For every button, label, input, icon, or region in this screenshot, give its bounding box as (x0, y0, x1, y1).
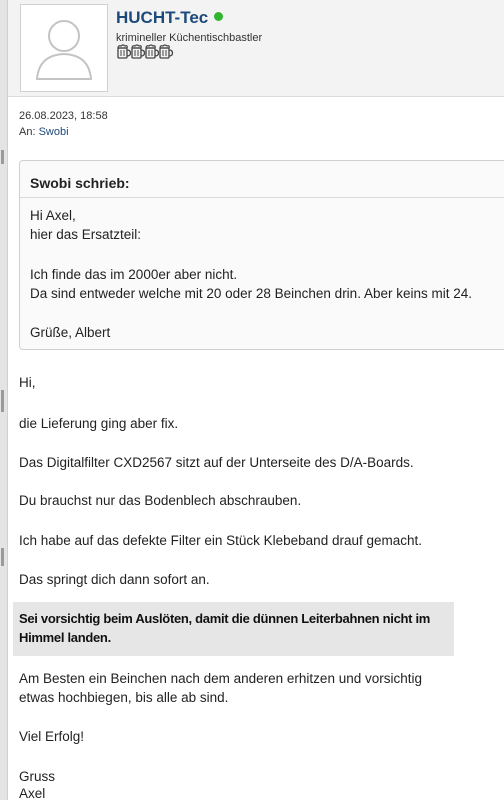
quote-line: Ich finde das im 2000er aber nicht. (30, 267, 238, 282)
message-paragraph: Das springt dich dann sofort an. (19, 572, 210, 587)
quote-line: Hi Axel, (30, 208, 76, 223)
message-signature: Axel (19, 786, 46, 801)
online-status-icon (214, 12, 223, 21)
message-paragraph: Am Besten ein Beinchen nach dem anderen erhitzen und vorsichtig (19, 671, 422, 686)
message-paragraph: Du brauchst nur das Bodenblech abschrauben. (19, 493, 302, 508)
left-scroll-strip (0, 0, 8, 800)
message-greeting: Hi, (19, 375, 36, 390)
message-paragraph: die Lieferung ging aber fix. (19, 416, 179, 431)
message-header (8, 0, 504, 97)
message-paragraph: Ich habe auf das defekte Filter ein Stück Klebeband drauf gemacht. (19, 533, 423, 548)
user-rank (115, 44, 175, 65)
recipient-label: An: (19, 126, 36, 138)
quote-line: hier das Ersatzteil: (30, 227, 142, 242)
message-paragraph: etwas hochbiegen, bis alle ab sind. (19, 690, 229, 705)
recipient-link[interactable]: Swobi (38, 126, 69, 138)
username[interactable] (116, 8, 223, 28)
beer-mug-icon (160, 45, 173, 58)
user-title: krimineller Küchentischbastler (116, 32, 263, 44)
strip-marker (1, 150, 4, 164)
avatar[interactable] (20, 4, 108, 92)
beer-mug-icon (132, 45, 145, 58)
strip-marker (1, 548, 4, 566)
quote-divider (20, 197, 504, 198)
message-paragraph: Viel Erfolg! (19, 729, 85, 744)
quote-author: Swobi schrieb: (30, 175, 130, 191)
quote-line: Da sind entweder welche mit 20 oder 28 Beinchen drin. Aber keins mit 24. (30, 286, 472, 301)
message-paragraph: Das Digitalfilter CXD2567 sitzt auf der Unterseite des D/A-Boards. (19, 455, 414, 470)
message-recipient (19, 126, 69, 138)
username-text[interactable]: HUCHT-Tec (116, 8, 209, 27)
message-signoff: Gruss (19, 769, 56, 784)
message-date: 26.08.2023, 18:58 (19, 110, 108, 122)
quote-line: Grüße, Albert (30, 325, 111, 340)
beer-mug-icon (118, 45, 131, 58)
quote-box (19, 160, 504, 350)
highlighted-line: Himmel landen. (19, 630, 111, 645)
default-avatar-icon (21, 5, 107, 91)
highlighted-line: Sei vorsichtig beim Auslöten, damit die dünnen Leiterbahnen nicht im (19, 611, 431, 626)
strip-marker (1, 390, 4, 412)
beer-mug-icon (146, 45, 159, 58)
